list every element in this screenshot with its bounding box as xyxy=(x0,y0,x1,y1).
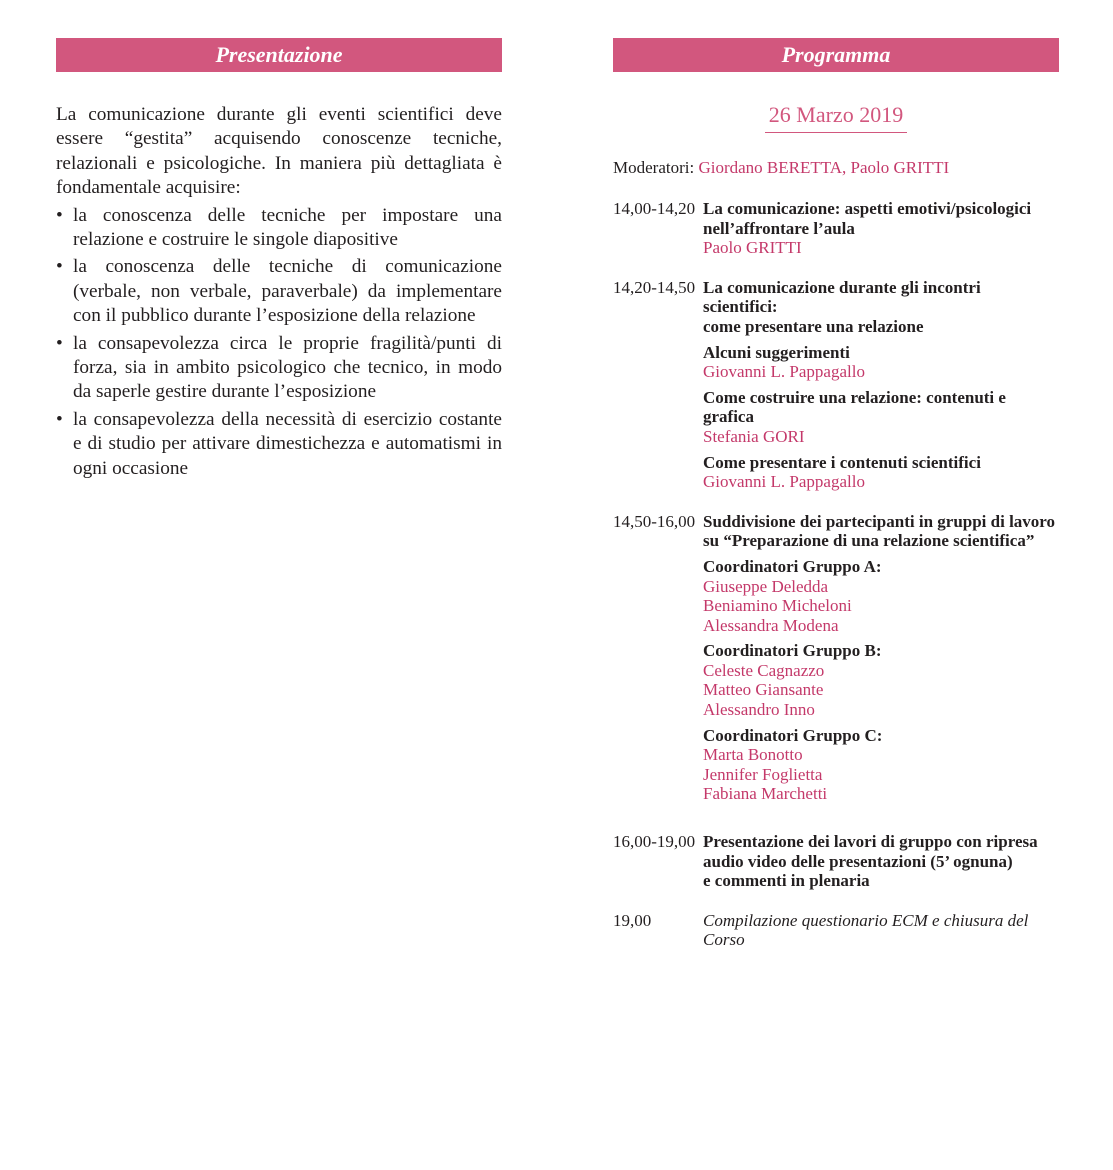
programma-banner: Programma xyxy=(613,38,1059,72)
coordinator-name: Marta Bonotto xyxy=(703,745,803,765)
speaker-name: Giovanni L. Pappagallo xyxy=(703,362,865,382)
session-time: 14,50-16,00 xyxy=(613,511,696,531)
coordinator-name: Beniamino Micheloni xyxy=(703,596,852,616)
coordinator-name: Alessandra Modena xyxy=(703,615,839,635)
session-time: 14,20-14,50 xyxy=(613,277,696,297)
speaker-name: Paolo GRITTI xyxy=(703,238,802,258)
session-title: La comunicazione durante gli incontri scientifici: xyxy=(703,277,981,317)
session-4 xyxy=(613,832,1059,891)
list-item: • la conoscenza delle tecniche di comunicazione (verbale, non verbale, paraverbale) da implementare con il pubblico durante l’esposizione della relazione xyxy=(56,255,502,328)
group-label: Coordinatori Gruppo A: xyxy=(703,556,882,576)
session-title: Compilazione questionario ECM e chiusura del Corso xyxy=(703,910,1029,950)
coordinator-name: Alessandro Inno xyxy=(703,700,815,720)
talk-title: Come costruire una relazione: contenuti e grafica xyxy=(703,387,1006,427)
speaker-name: Giovanni L. Pappagallo xyxy=(703,472,865,492)
session-3 xyxy=(613,512,1059,804)
event-date: 26 Marzo 2019 xyxy=(765,102,907,133)
list-item: • la consapevolezza circa le proprie fragilità/punti di forza, sia in ambito psicologico che tecnico, in modo da saperle gestire durante l’esposizione xyxy=(56,332,502,405)
session-title: La comunicazione: aspetti emotivi/psicologici xyxy=(703,199,1032,218)
group-label: Coordinatori Gruppo C: xyxy=(703,725,883,745)
session-time: 19,00 xyxy=(613,910,652,930)
intro-paragraph: La comunicazione durante gli eventi scientifici deve essere “gestita” acquisendo conoscenze tecniche, relazionali e psicologiche. In maniera più dettagliata è fondamentale acquisire: xyxy=(56,104,502,199)
talk-title: Alcuni suggerimenti xyxy=(703,342,850,362)
list-item: • la conoscenza delle tecniche per impostare una relazione e costruire le singole diapositive xyxy=(56,204,502,253)
session-1 xyxy=(613,199,1059,258)
talk-title: Come presentare i contenuti scientifici xyxy=(703,452,981,472)
session-title: su “Preparazione di una relazione scientifica” xyxy=(703,531,1035,551)
coordinator-name: Fabiana Marchetti xyxy=(703,784,828,804)
list-item: • la consapevolezza della necessità di esercizio costante e di studio per attivare dimestichezza e automatismi in ogni occasione xyxy=(56,408,502,481)
programma-section xyxy=(613,38,1059,950)
session-time: 16,00-19,00 xyxy=(613,832,696,852)
moderators-names: Giordano BERETTA, Paolo GRITTI xyxy=(698,158,950,177)
session-title: e commenti in plenaria xyxy=(703,871,870,891)
session-5 xyxy=(613,911,1059,950)
coordinator-name: Celeste Cagnazzo xyxy=(703,660,825,680)
coordinator-name: Jennifer Foglietta xyxy=(703,764,823,784)
session-time: 14,00-14,20 xyxy=(613,199,696,218)
coordinator-name: Giuseppe Deledda xyxy=(703,576,829,596)
session-title: nell’affrontare l’aula xyxy=(703,218,855,238)
coordinator-name: Matteo Giansante xyxy=(703,680,824,700)
objectives-list xyxy=(56,204,502,481)
moderators-line xyxy=(613,157,1059,179)
session-title: audio video delle presentazioni (5’ ognuna) xyxy=(703,851,1013,871)
group-label: Coordinatori Gruppo B: xyxy=(703,641,882,661)
presentazione-section xyxy=(56,38,502,481)
presentazione-banner: Presentazione xyxy=(56,38,502,72)
presentazione-intro xyxy=(56,103,502,481)
session-title: come presentare una relazione xyxy=(703,316,924,336)
session-title: Suddivisione dei partecipanti in gruppi di lavoro xyxy=(703,511,1056,531)
moderators-label: Moderatori: xyxy=(613,158,695,177)
speaker-name: Stefania GORI xyxy=(703,426,805,446)
session-2 xyxy=(613,278,1059,492)
session-title: Presentazione dei lavori di gruppo con ripresa xyxy=(703,832,1038,852)
